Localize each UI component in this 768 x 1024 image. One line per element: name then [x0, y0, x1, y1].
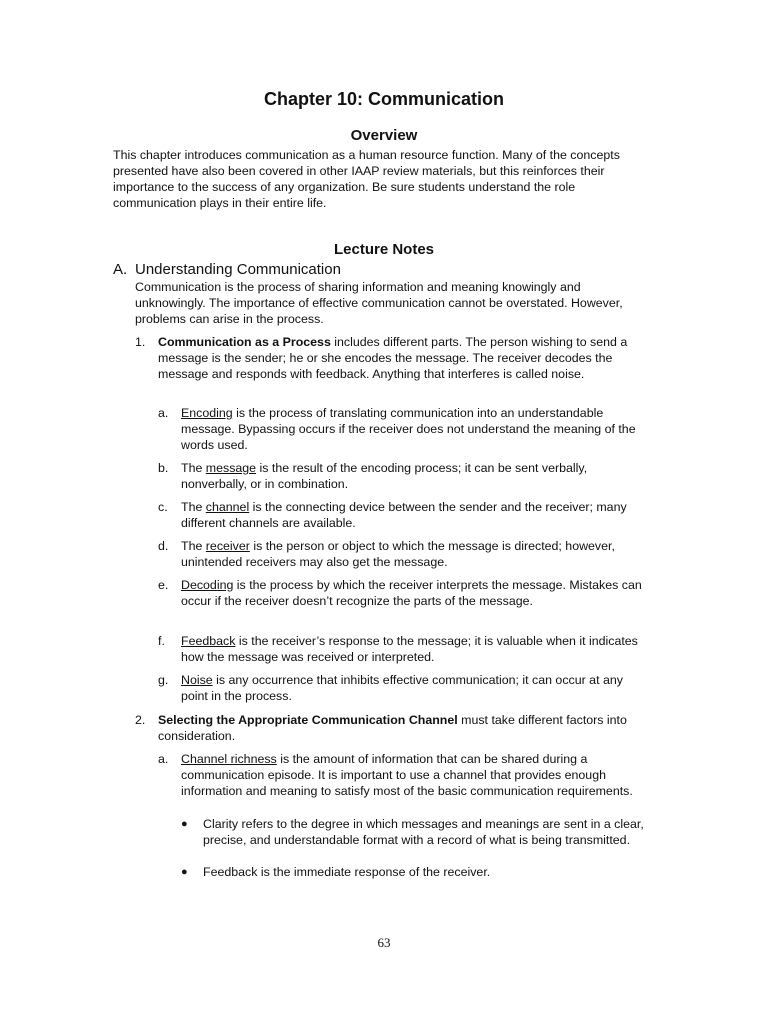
item-2-sub-a-text: is the amount of information that can be shared during a communication episode. It is important to use a channel that provides enough information and meaning to satisfy most of the basic communication requirements.	[181, 752, 633, 798]
item-2-text: must take different factors into consideration.	[158, 713, 627, 743]
section-a-heading	[113, 261, 341, 279]
sub-f-letter: f.	[158, 634, 165, 648]
sub-g-paragraph	[181, 672, 653, 704]
sub-e-term: Decoding	[181, 578, 234, 592]
sub-a-term: Encoding	[181, 406, 233, 420]
overview-heading: Overview	[350, 127, 418, 144]
sub-g-text: is any occurrence that inhibits effective communication; it can occur at any point in the process.	[181, 673, 623, 703]
bullet-dot-icon: ●	[181, 818, 188, 830]
overview-paragraph: This chapter introduces communication as a human resource function. Many of the concepts presented have also been covered in other IAAP review materials, but this reinforces their importance to the success of any organization. Be sure students understand the role communication plays in their entire life.	[113, 148, 620, 210]
sub-a-letter: a.	[158, 406, 169, 420]
section-a-marker: A.	[113, 261, 128, 278]
section-a-intro: Communication is the process of sharing information and meaning knowingly and unknowingly. The importance of effective communication cannot be overstated. However, problems can arise in the process.	[135, 280, 623, 326]
sub-c-paragraph	[181, 499, 653, 531]
sub-a-text: is the process of translating communication into an understandable message. Bypassing occurs if the receiver does not understand the meaning of the words used.	[181, 406, 636, 452]
item-2-sub-a-letter: a.	[158, 752, 169, 766]
item-1-text: includes different parts. The person wishing to send a message is the sender; he or she encodes the message. The receiver decodes the message and responds with feedback. Anything that interferes is called noise.	[158, 335, 628, 381]
sub-c-text: is the connecting device between the sender and the receiver; many different channels are available.	[181, 500, 627, 530]
sub-b-letter: b.	[158, 461, 169, 475]
sub-f-paragraph	[181, 633, 653, 665]
item-2-paragraph	[158, 712, 640, 744]
bullet-feedback: Feedback is the immediate response of the receiver.	[203, 865, 491, 879]
item-2-sub-a-paragraph	[181, 751, 659, 799]
sub-b-text: is the result of the encoding process; it can be sent verbally, nonverbally, or in combination.	[181, 461, 588, 491]
section-a-title: Understanding Communication	[135, 261, 341, 278]
sub-c-pre: The	[181, 500, 206, 514]
sub-c-letter: c.	[158, 500, 168, 514]
sub-b-pre: The	[181, 461, 206, 475]
sub-c-term: channel	[205, 500, 250, 514]
item-1-term: Communication as a Process	[158, 335, 331, 349]
chapter-title: Chapter 10: Communication	[263, 89, 505, 109]
item-1-paragraph	[158, 334, 640, 382]
sub-g-term: Noise	[181, 673, 213, 687]
bullet-dot-icon: ●	[181, 866, 188, 878]
item-2-sub-a-term: Channel richness	[181, 752, 277, 766]
sub-d-letter: d.	[158, 539, 169, 553]
bullet-clarity: Clarity refers to the degree in which messages and meanings are sent in a clear, precise, and understandable format with a record of what is being transmitted.	[203, 817, 644, 847]
sub-d-text: is the person or object to which the message is directed; however, unintended receivers may also get the message.	[181, 539, 615, 569]
sub-g-letter: g.	[158, 673, 169, 687]
sub-a-paragraph	[181, 405, 653, 453]
sub-b-paragraph	[181, 460, 653, 492]
sub-d-paragraph	[181, 538, 653, 570]
item-1-number: 1.	[135, 335, 146, 349]
sub-e-text: is the process by which the receiver interprets the message. Mistakes can occur if the receiver doesn’t recognize the parts of the message.	[181, 578, 642, 608]
item-2-term: Selecting the Appropriate Communication Channel	[158, 713, 458, 727]
item-2-number: 2.	[135, 713, 146, 727]
lecture-notes-heading: Lecture Notes	[333, 241, 435, 258]
sub-d-term: receiver	[205, 539, 250, 553]
sub-e-letter: e.	[158, 578, 169, 592]
sub-d-pre: The	[181, 539, 206, 553]
sub-e-paragraph	[181, 577, 653, 609]
sub-f-text: is the receiver’s response to the message; it is valuable when it indicates how the message was received or interpreted.	[181, 634, 638, 664]
sub-f-term: Feedback	[181, 634, 236, 648]
sub-b-term: message	[205, 461, 257, 475]
page-number: 63	[377, 935, 391, 950]
